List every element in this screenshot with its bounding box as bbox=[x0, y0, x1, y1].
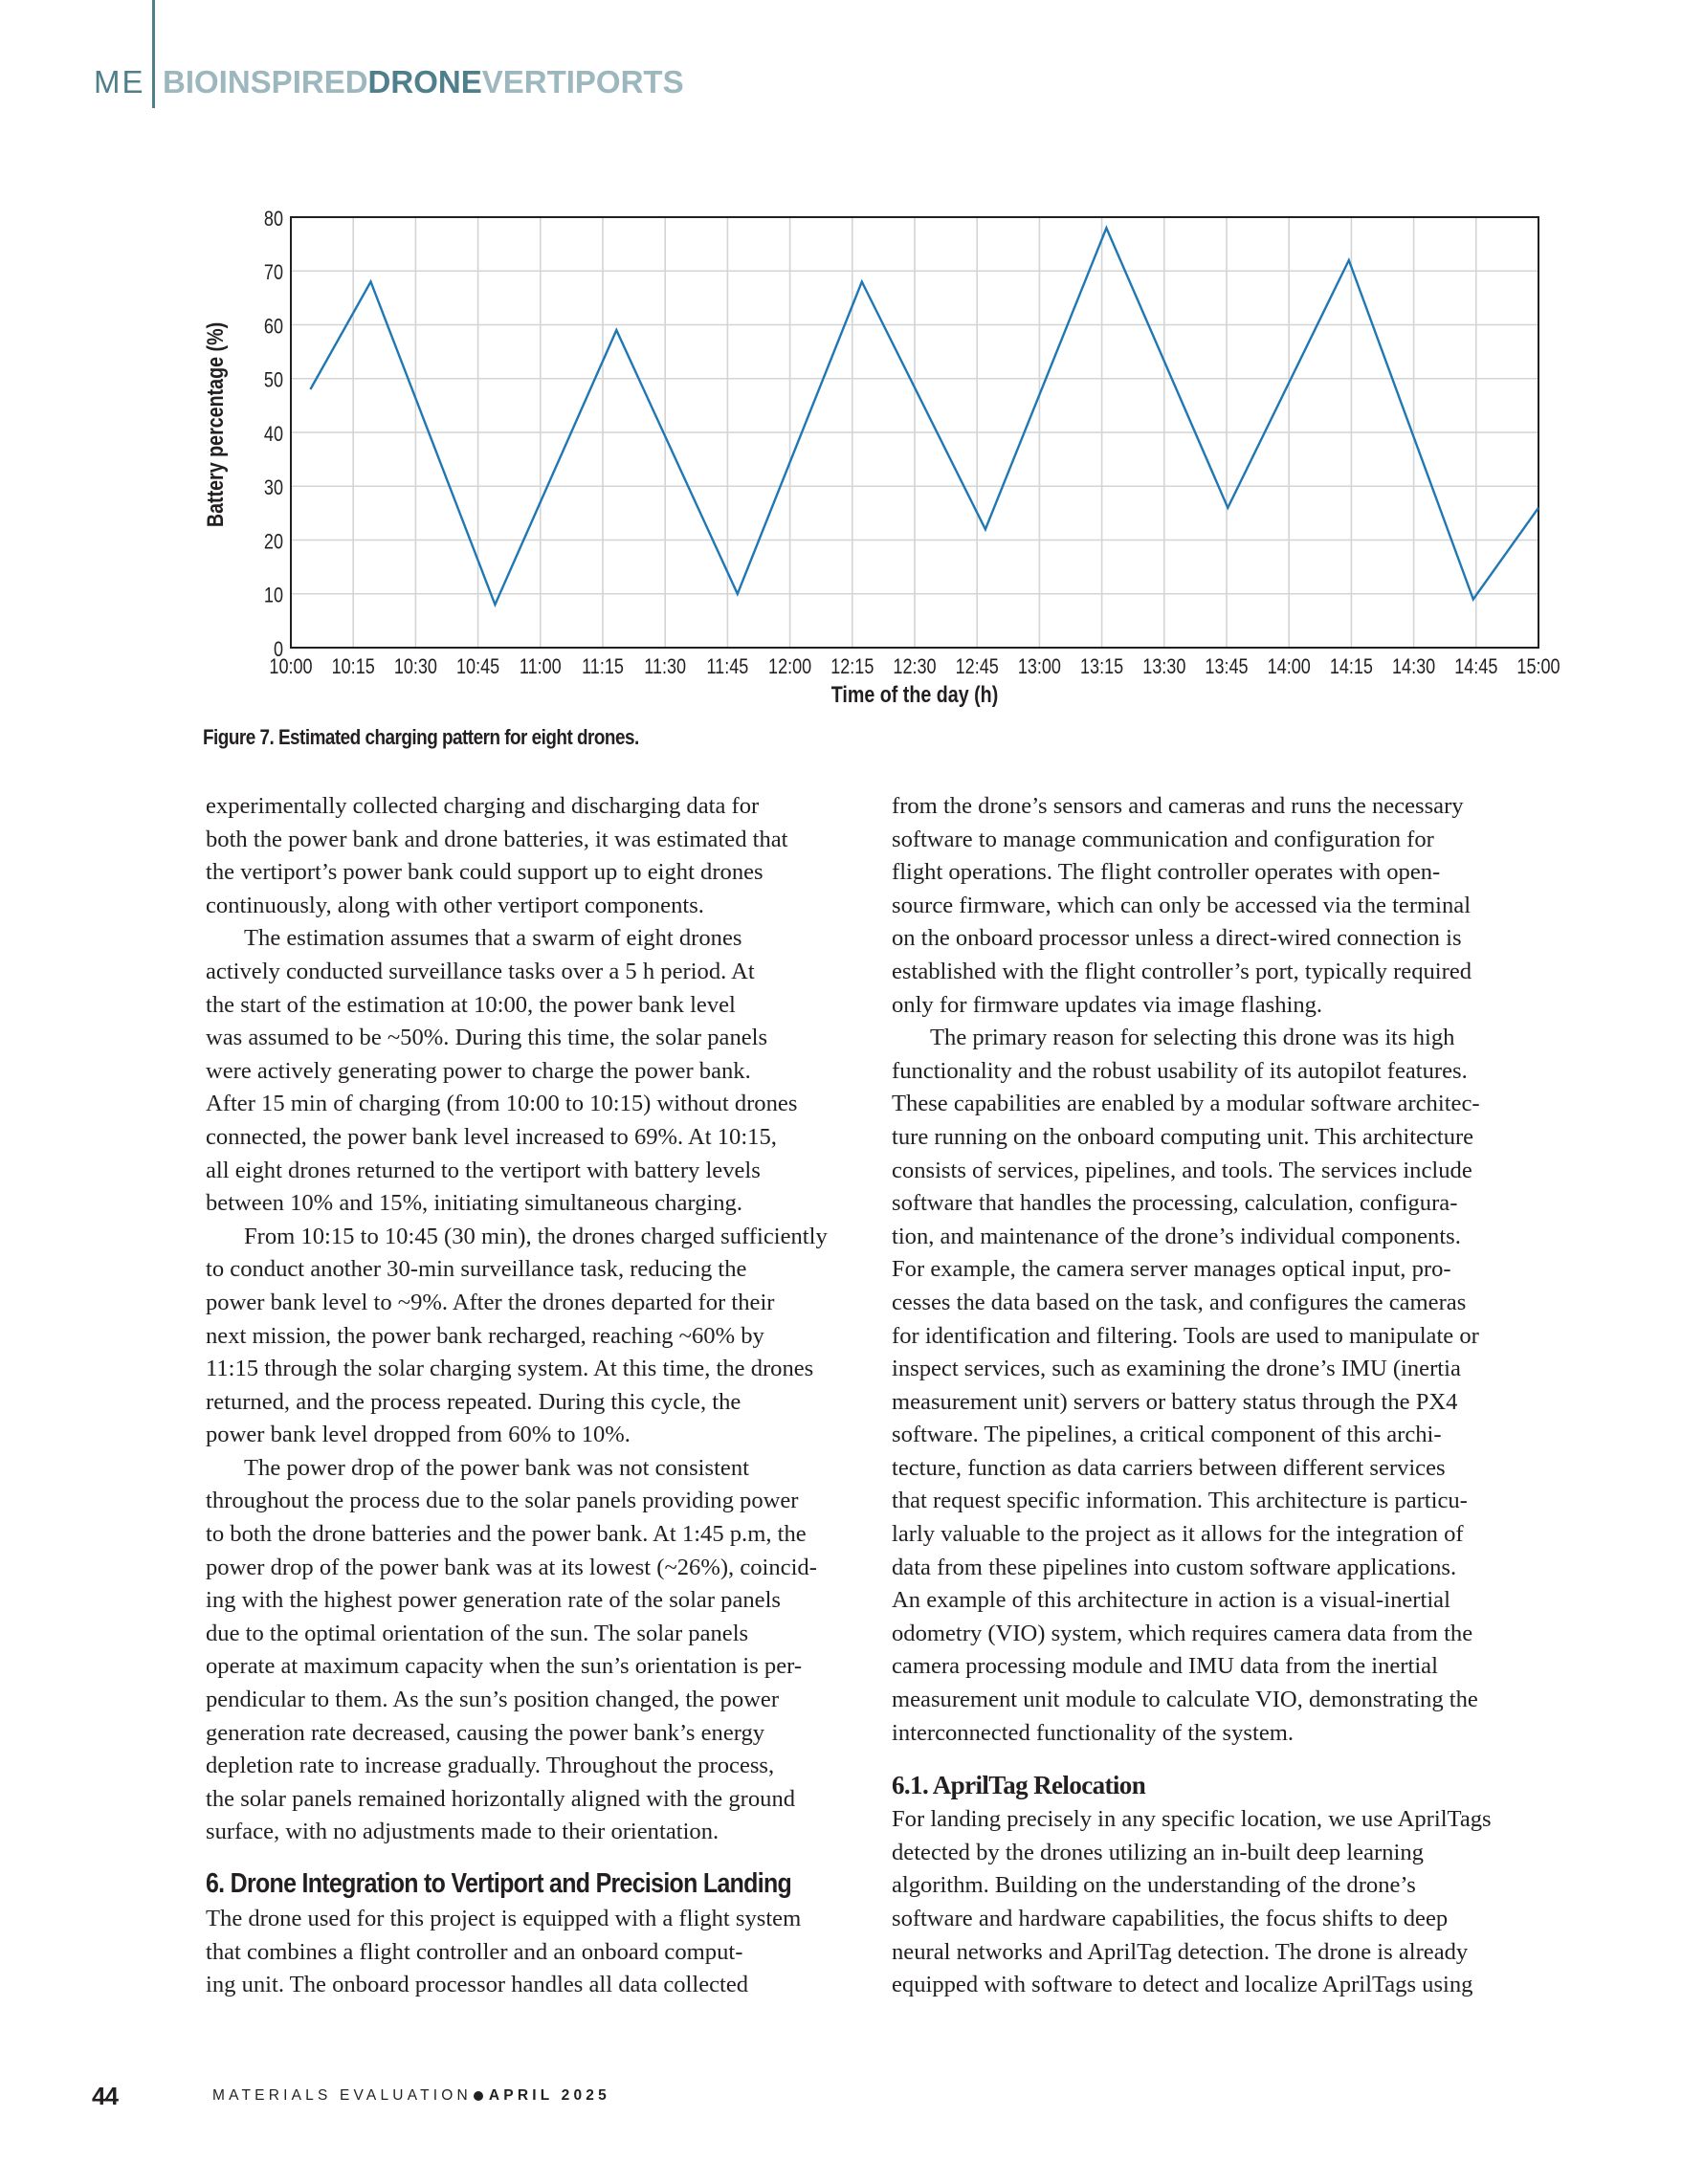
body-text-line: ture running on the onboard computing unit. This architecture bbox=[892, 1123, 1474, 1150]
body-text-line: established with the flight controller’s port, typically required bbox=[892, 958, 1472, 984]
section-label: ME bbox=[94, 64, 145, 99]
x-tick-label: 10:00 bbox=[269, 655, 313, 679]
journal-name: MATERIALS EVALUATION bbox=[212, 2087, 472, 2104]
y-tick-label: 30 bbox=[263, 476, 283, 500]
x-tick-label: 10:15 bbox=[331, 655, 375, 679]
body-text-line: actively conducted surveillance tasks over a 5 h period. At bbox=[206, 958, 755, 984]
x-tick-label: 15:00 bbox=[1516, 655, 1560, 679]
body-text-line: ing unit. The onboard processor handles all data collected bbox=[206, 1972, 749, 1998]
body-text-line: functionality and the robust usability of its autopilot features. bbox=[892, 1057, 1468, 1084]
body-text-line: power drop of the power bank was at its lowest (~26%), coincid- bbox=[206, 1554, 817, 1580]
title-part-vertiports: VERTIPORTS bbox=[481, 64, 684, 99]
body-text-line: These capabilities are enabled by a modular software architec- bbox=[892, 1091, 1480, 1117]
y-tick-label: 60 bbox=[263, 315, 283, 339]
x-tick-label: 11:15 bbox=[582, 655, 624, 679]
body-text-line: returned, and the process repeated. During this cycle, the bbox=[206, 1388, 741, 1415]
x-axis-label: Time of the day (h) bbox=[830, 681, 999, 708]
x-tick-label: 13:30 bbox=[1142, 655, 1186, 679]
body-text-line: consists of services, pipelines, and tools. The services include bbox=[892, 1157, 1472, 1183]
body-text-line: on the onboard processor unless a direct-wired connection is bbox=[892, 925, 1462, 952]
body-text-line: software. The pipelines, a critical component of this archi- bbox=[892, 1422, 1442, 1448]
body-text-line: algorithm. Building on the understanding of the drone’s bbox=[892, 1872, 1416, 1899]
figure-7-chart bbox=[0, 0, 1682, 727]
body-text-line: tion, and maintenance of the drone’s individual components. bbox=[892, 1223, 1461, 1249]
body-text-line: ing with the highest power generation rate of the solar panels bbox=[206, 1587, 781, 1614]
body-text-line: both the power bank and drone batteries, it was estimated that bbox=[206, 826, 788, 852]
body-text-line: depletion rate to increase gradually. Throughout the process, bbox=[206, 1753, 775, 1779]
y-axis-label: Battery percentage (%) bbox=[202, 321, 229, 528]
body-text-line: all eight drones returned to the vertiport with battery levels bbox=[206, 1157, 761, 1183]
body-text-line: 11:15 through the solar charging system. At this time, the drones bbox=[206, 1356, 814, 1382]
x-tick-label: 12:15 bbox=[830, 655, 874, 679]
body-text-line: from the drone’s sensors and cameras and runs the necessary bbox=[892, 793, 1464, 819]
body-text-line: After 15 min of charging (from 10:00 to 10:15) without drones bbox=[206, 1091, 798, 1117]
body-text-line: The drone used for this project is equipped with a flight system bbox=[206, 1906, 802, 1931]
body-text-line: cesses the data based on the task, and configures the cameras bbox=[892, 1289, 1467, 1315]
body-text-line: source firmware, which can only be accessed via the terminal bbox=[892, 892, 1472, 918]
body-text-line: operate at maximum capacity when the sun’s orientation is per- bbox=[206, 1653, 803, 1680]
line-chart bbox=[0, 0, 1682, 727]
body-text-line: odometry (VIO) system, which requires camera data from the bbox=[892, 1620, 1473, 1646]
body-text-line: to both the drone batteries and the power bank. At 1:45 p.m, the bbox=[206, 1521, 807, 1548]
figure-caption: Figure 7. Estimated charging pattern for eight drones. bbox=[203, 725, 639, 749]
body-text-line: inspect services, such as examining the drone’s IMU (inertia bbox=[892, 1356, 1461, 1382]
y-tick-label: 70 bbox=[263, 261, 283, 285]
body-text-line: that request specific information. This architecture is particu- bbox=[892, 1488, 1468, 1514]
y-tick-label: 10 bbox=[263, 585, 283, 608]
body-text-line: next mission, the power bank recharged, reaching ~60% by bbox=[206, 1322, 764, 1349]
body-text-line: The estimation assumes that a swarm of eight drones bbox=[244, 925, 742, 952]
body-text-line: software that handles the processing, calculation, configura- bbox=[892, 1190, 1458, 1217]
x-tick-label: 11:30 bbox=[644, 655, 687, 679]
body-text-line: measurement unit) servers or battery status through the PX4 bbox=[892, 1388, 1458, 1415]
data-series-line bbox=[310, 228, 1538, 605]
body-text-line: For landing precisely in any specific location, we use AprilTags bbox=[892, 1806, 1492, 1833]
body-text-line: continuously, along with other vertiport components. bbox=[206, 892, 704, 918]
body-text-line: generation rate decreased, causing the power bank’s energy bbox=[206, 1719, 765, 1746]
right-text-column bbox=[892, 790, 1552, 2002]
body-text-line: flight operations. The flight controller operates with open- bbox=[892, 859, 1441, 886]
body-text-line: surface, with no adjustments made to their orientation. bbox=[206, 1819, 719, 1845]
x-tick-label: 14:45 bbox=[1454, 655, 1498, 679]
body-text-line: tecture, function as data carriers between different services bbox=[892, 1454, 1446, 1481]
body-text-line: was assumed to be ~50%. During this time, the solar panels bbox=[206, 1025, 768, 1051]
x-tick-label: 10:45 bbox=[456, 655, 500, 679]
y-tick-label: 80 bbox=[263, 208, 283, 232]
body-text-line: From 10:15 to 10:45 (30 min), the drones charged sufficiently bbox=[244, 1223, 828, 1249]
body-text-line: An example of this architecture in action is a visual-inertial bbox=[892, 1587, 1450, 1614]
subsection-heading: 6.1. AprilTag Relocation bbox=[892, 1771, 1146, 1800]
x-tick-label: 14:30 bbox=[1392, 655, 1436, 679]
body-text-line: interconnected functionality of the system. bbox=[892, 1719, 1295, 1746]
body-text-line: throughout the process due to the solar panels providing power bbox=[206, 1488, 799, 1514]
x-tick-label: 12:45 bbox=[955, 655, 999, 679]
issue-date: APRIL 2025 bbox=[488, 2087, 610, 2104]
x-tick-label: 12:30 bbox=[893, 655, 937, 679]
body-text-line: connected, the power bank level increased to 69%. At 10:15, bbox=[206, 1123, 777, 1150]
body-text-line: software to manage communication and configuration for bbox=[892, 826, 1434, 852]
body-text-line: the start of the estimation at 10:00, the power bank level bbox=[206, 991, 736, 1018]
x-tick-label: 14:15 bbox=[1329, 655, 1373, 679]
body-text-line: only for firmware updates via image flashing. bbox=[892, 991, 1323, 1018]
body-text-line: measurement unit module to calculate VIO, demonstrating the bbox=[892, 1687, 1478, 1713]
body-text-line: For example, the camera server manages optical input, pro- bbox=[892, 1256, 1451, 1283]
body-text-line: experimentally collected charging and discharging data for bbox=[206, 793, 760, 819]
left-text-column bbox=[206, 790, 866, 2002]
y-tick-label: 40 bbox=[263, 423, 283, 447]
body-text-line: equipped with software to detect and localize AprilTags using bbox=[892, 1972, 1473, 1998]
body-text-line: the vertiport’s power bank could support up to eight drones bbox=[206, 859, 764, 886]
body-text-line: neural networks and AprilTag detection. The drone is already bbox=[892, 1938, 1469, 1965]
x-tick-label: 12:00 bbox=[768, 655, 812, 679]
x-tick-label: 14:00 bbox=[1267, 655, 1311, 679]
y-tick-label: 50 bbox=[263, 369, 283, 393]
body-text-line: camera processing module and IMU data from the inertial bbox=[892, 1653, 1438, 1680]
bullet-separator-icon bbox=[474, 2091, 483, 2101]
title-part-drone: DRONE bbox=[367, 64, 482, 99]
page-footer bbox=[92, 2082, 610, 2110]
body-text-line: detected by the drones utilizing an in-built deep learning bbox=[892, 1839, 1424, 1865]
body-text-line: The power drop of the power bank was not consistent bbox=[244, 1454, 749, 1481]
body-text-line: software and hardware capabilities, the focus shifts to deep bbox=[892, 1906, 1449, 1931]
body-text-line: larly valuable to the project as it allows for the integration of bbox=[892, 1521, 1464, 1548]
y-tick-label: 20 bbox=[263, 530, 283, 554]
section-heading: 6. Drone Integration to Vertiport and Precision Landing bbox=[206, 1868, 792, 1899]
page-number: 44 bbox=[92, 2081, 118, 2110]
body-text-line: The primary reason for selecting this drone was its high bbox=[930, 1025, 1455, 1051]
body-text-line: for identification and filtering. Tools are used to manipulate or bbox=[892, 1322, 1479, 1349]
x-tick-label: 13:45 bbox=[1205, 655, 1249, 679]
body-text-line: data from these pipelines into custom software applications. bbox=[892, 1554, 1457, 1580]
x-tick-label: 13:15 bbox=[1080, 655, 1124, 679]
y-tick-label: 0 bbox=[273, 638, 283, 662]
body-text-line: between 10% and 15%, initiating simultaneous charging. bbox=[206, 1190, 742, 1217]
x-tick-label: 11:00 bbox=[519, 655, 562, 679]
body-text-line: pendicular to them. As the sun’s position changed, the power bbox=[206, 1687, 780, 1713]
body-text-line: that combines a flight controller and an onboard comput- bbox=[206, 1938, 743, 1965]
title-part-bioinspired: BIOINSPIRED bbox=[163, 64, 368, 99]
x-tick-label: 10:30 bbox=[393, 655, 437, 679]
body-text-line: to conduct another 30-min surveillance task, reducing the bbox=[206, 1256, 747, 1283]
body-text-line: due to the optimal orientation of the sun. The solar panels bbox=[206, 1620, 749, 1646]
body-text-line: power bank level dropped from 60% to 10%. bbox=[206, 1422, 631, 1448]
body-text-line: the solar panels remained horizontally aligned with the ground bbox=[206, 1785, 796, 1812]
body-text-line: power bank level to ~9%. After the drones departed for their bbox=[206, 1289, 775, 1315]
body-text-line: were actively generating power to charge the power bank. bbox=[206, 1057, 751, 1084]
x-tick-label: 11:45 bbox=[706, 655, 749, 679]
x-tick-label: 13:00 bbox=[1017, 655, 1061, 679]
